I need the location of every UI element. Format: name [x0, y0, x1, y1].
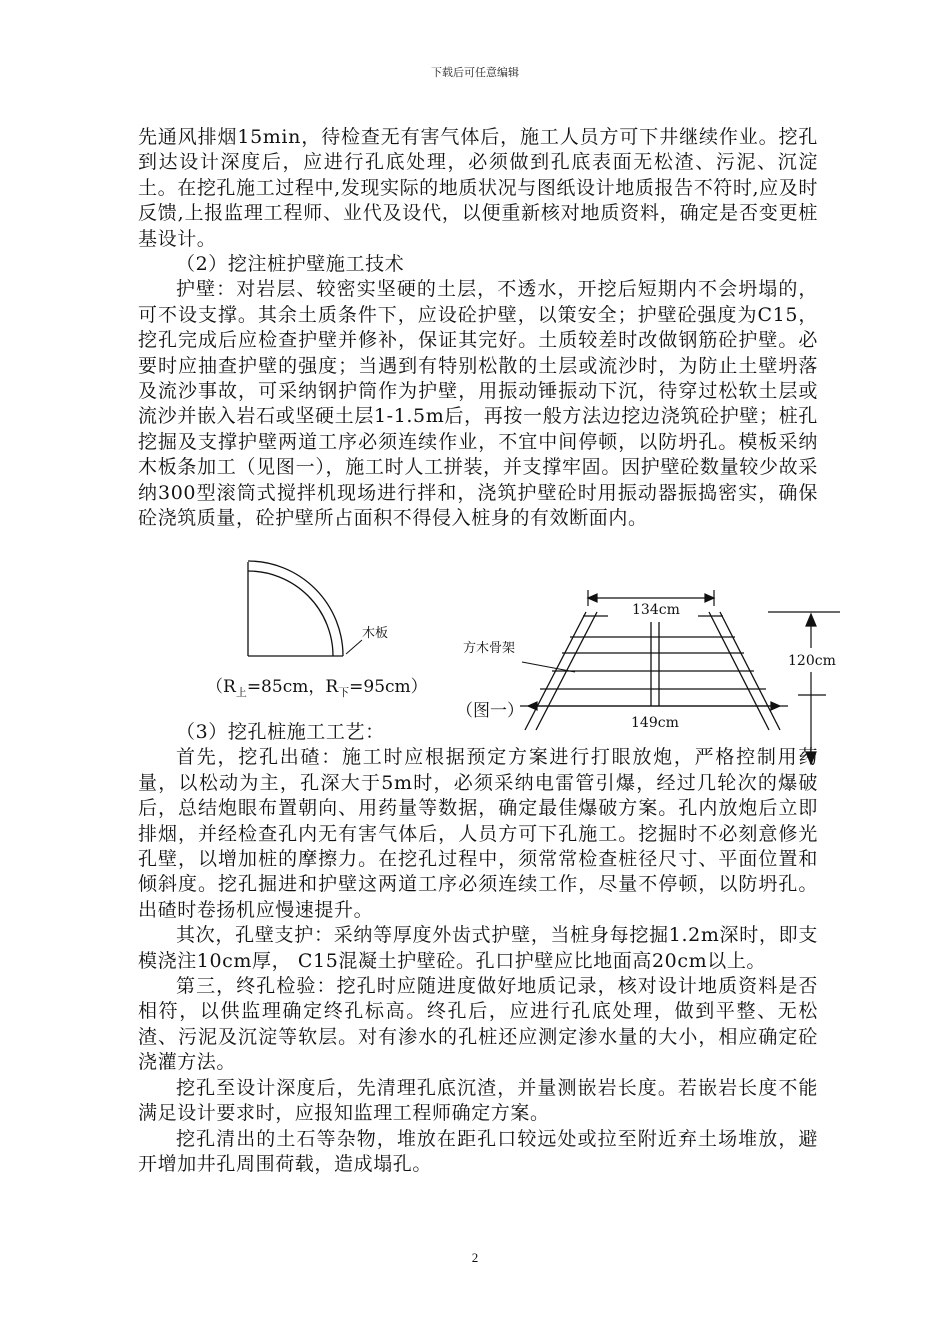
paragraph: 挖孔至设计深度后，先清理孔底沉渣，并量测嵌岩长度。若嵌岩长度不能满足设计要求时，应报知监理工程师确定方案。: [138, 1076, 818, 1125]
page-header: 下载后可任意编辑: [431, 66, 519, 79]
paragraph: 先通风排烟15min，待检查无有害气体后，施工人员方可下井继续作业。挖孔到达设计深度后，应进行孔底处理，必须做到孔底表面无松渣、污泥、沉淀土。在挖孔施工过程中,发现实际的地质状况与图纸设计地质报告不符时,应及时反馈,上报监理工程师、业代及设代，以便重新核对地质资料，确定是否变更桩基设计。: [138, 126, 818, 250]
formwork-quarter-arc: [248, 561, 362, 656]
page-number: 2: [471, 1250, 479, 1265]
top-width-label: 134cm: [632, 602, 680, 618]
height-label: 120cm: [788, 653, 836, 669]
board-label: 木板: [362, 626, 389, 641]
bottom-width-label: 149cm: [631, 715, 679, 731]
paragraph: 护壁：对岩层、较密实坚硬的土层，不透水，开挖后短期内不会坍塌的，可不设支撑。其余土质条件下，应设砼护壁，以策安全；护壁砼强度为C15，挖孔完成后应检查护壁并修补，保证其完好。土质较差时改做钢筋砼护壁。必要时应抽查护壁的强度；当遇到有特别松散的土层或流沙时，为防止土壁坍落及流沙事故，可采纳钢护筒作为护壁，用振动锤振动下沉，待穿过松软土层或流沙并嵌入岩石或坚硬土层1-1.5m后，再按一般方法边挖边浇筑砼护壁；桩孔挖掘及支撑护壁两道工序必须连续作业，不宜中间停顿，以防坍孔。模板采纳木板条加工（见图一），施工时人工拼装，并支撑牢固。因护壁砼数量较少故采纳300型滚筒式搅拌机现场进行拌和，浇筑护壁砼时用振动器振捣密实，确保砼浇筑质量，砼护壁所占面积不得侵入桩身的有效断面内。: [138, 278, 818, 530]
paragraph: 挖孔清出的土石等杂物，堆放在距孔口较远处或拉至附近弃土场堆放，避开增加井孔周围荷载，造成塌孔。: [138, 1127, 818, 1175]
section-heading: （2）挖注桩护壁施工技术: [176, 253, 405, 276]
frame-label: 方木骨架: [463, 641, 516, 656]
figure-caption: （图一）: [456, 701, 524, 721]
paragraph: 第三，终孔检验：挖孔时应随进度做好地质记录，核对设计地质资料是否相符，以供监理确定终孔标高。终孔后，应进行孔底处理，做到平整、无松渣、污泥及沉淀等软层。对有渗水的孔桩还应测定渗水量的大小，相应确定砼浇灌方法。: [138, 975, 818, 1074]
section-heading: （3）挖孔桩施工工艺：: [176, 721, 385, 743]
bottom-text-block: [138, 720, 818, 1177]
timber-frame: [525, 612, 780, 730]
paragraph: 其次，孔壁支护：采纳等厚度外齿式护壁，当桩身每挖掘1.2m深时，即支模浇注10cm厚， C15混凝土护壁砼。孔口护壁应比地面高20cm以上。: [138, 924, 818, 972]
paragraph: 首先，挖孔出碴：施工时应根据预定方案进行打眼放炮，严格控制用药量，以松动为主，孔深大于5m时，必须采纳电雷管引爆，经过几轮次的爆破后，总结炮眼布置朝向、用药量等数据，确定最佳爆破方案。孔内放炮后立即排烟，并经检查孔内无有害气体后，人员方可下孔施工。挖掘时不必刻意修光孔壁，以增加桩的摩擦力。在挖孔过程中，须常常检查桩径尺寸、平面位置和倾斜度。挖孔掘进和护壁这两道工序必须连续工作，尽量不停顿，以防坍孔。出碴时卷扬机应慢速提升。: [138, 746, 818, 921]
radius-caption: （$R_上=85cm$，$R_下=95cm$）: [206, 677, 428, 699]
